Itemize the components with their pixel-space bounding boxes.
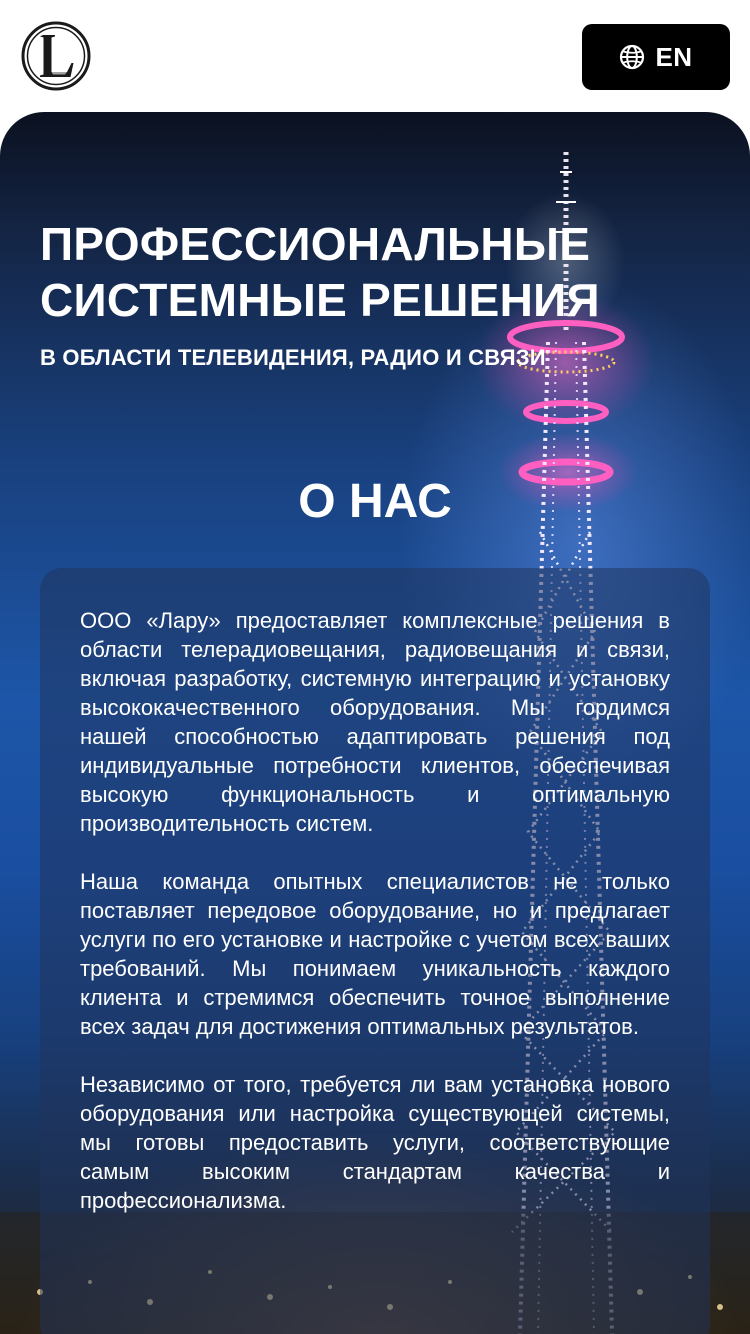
about-heading: О НАС (298, 475, 452, 528)
site-header (0, 0, 750, 112)
hero-title-line-2: СИСТЕМНЫЕ РЕШЕНИЯ (40, 274, 600, 326)
language-label: EN (655, 41, 693, 72)
about-text-card (40, 568, 710, 1334)
logo[interactable] (21, 21, 91, 91)
language-switch-button[interactable] (582, 24, 730, 90)
hero-title (40, 216, 720, 328)
hero-section (0, 112, 750, 1334)
hero-title-line-1: ПРОФЕССИОНАЛЬНЫЕ (40, 218, 591, 270)
about-paragraph-1: ООО «Лару» предоставляет комплексные решения в области телерадиовещания, радиовещания и связи, включая разработку, системную интеграцию и установку высококачественного оборудования. Мы гордимся нашей способностью адаптировать решения под индивидуальные потребности клиентов, обеспечивая высокую функциональность и оптимальную производительность систем. (80, 608, 670, 836)
about-paragraph-2: Наша команда опытных специалистов не только поставляет передовое оборудование, но и предлагает услуги по его установке и настройке с учетом всех ваших требований. Мы понимаем уникальность каждого клиента и стремимся обеспечить точное выполнение всех задач для достижения оптимальных результатов. (80, 869, 670, 1039)
globe-icon (619, 44, 645, 70)
about-paragraph-3: Независимо от того, требуется ли вам установка нового оборудования или настройка существующей системы, мы готовы предоставить услуги, соответствующие самым высоким стандартам качества и профессионализма. (80, 1072, 670, 1213)
hero-subtitle: В ОБЛАСТИ ТЕЛЕВИДЕНИЯ, РАДИО И СВЯЗИ (40, 345, 546, 370)
